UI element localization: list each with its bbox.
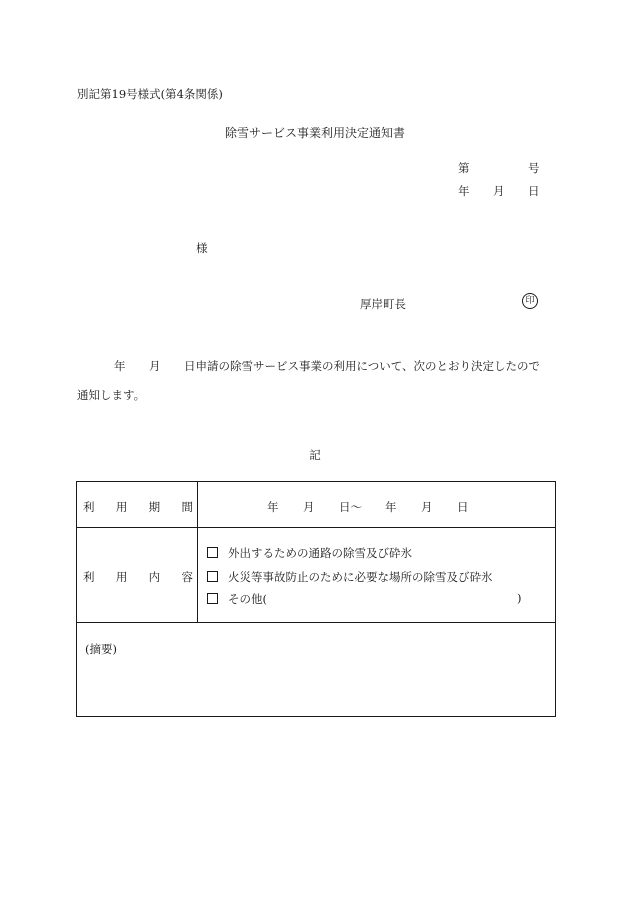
body-text-line2: 通知します。 bbox=[77, 388, 146, 402]
ki-heading: 記 bbox=[309, 448, 321, 462]
period-row bbox=[77, 482, 555, 528]
content-label-char: 容 bbox=[181, 570, 193, 584]
date-day: 日 bbox=[528, 184, 540, 198]
option-snow-path bbox=[207, 545, 412, 561]
period-start-month: 月 bbox=[303, 500, 315, 514]
option-label: 火災等事故防止のために必要な場所の除雪及び砕氷 bbox=[228, 570, 493, 584]
summary-label: (摘要) bbox=[85, 642, 117, 656]
date-month: 月 bbox=[493, 184, 505, 198]
period-end-year: 年 bbox=[385, 500, 397, 514]
checkbox-icon[interactable] bbox=[207, 593, 218, 604]
content-label-cell bbox=[77, 528, 198, 622]
body-year: 年 bbox=[114, 359, 126, 373]
content-row bbox=[77, 528, 555, 623]
seal-stamp: 印 bbox=[522, 293, 538, 309]
body-text: 日申請の除雪サービス事業の利用について、次のとおり決定したので bbox=[184, 359, 541, 373]
option-other bbox=[207, 591, 267, 607]
number-prefix: 第 bbox=[458, 161, 470, 175]
document-title: 除雪サービス事業利用決定通知書 bbox=[224, 126, 405, 140]
period-end-month: 月 bbox=[421, 500, 433, 514]
period-label-char: 間 bbox=[181, 500, 193, 514]
date-year: 年 bbox=[458, 184, 470, 198]
body-month: 月 bbox=[149, 359, 161, 373]
number-suffix: 号 bbox=[528, 161, 540, 175]
period-start-year: 年 bbox=[267, 500, 279, 514]
period-label-char: 用 bbox=[115, 500, 128, 514]
option-fire-safety bbox=[207, 569, 493, 585]
addressee-suffix: 様 bbox=[196, 241, 208, 255]
checkbox-icon[interactable] bbox=[207, 571, 218, 582]
period-start-day: 日〜 bbox=[339, 500, 362, 514]
content-label-char: 用 bbox=[115, 570, 128, 584]
decision-table bbox=[76, 481, 556, 717]
form-reference: 別記第19号様式(第4条関係) bbox=[77, 87, 223, 101]
issuer-name: 厚岸町長 bbox=[360, 297, 406, 311]
option-label: その他( bbox=[228, 592, 267, 606]
option-other-close: ) bbox=[517, 591, 522, 605]
period-label-cell bbox=[77, 482, 198, 527]
content-label-char: 内 bbox=[148, 570, 161, 584]
content-label-char: 利 bbox=[83, 570, 95, 584]
period-label-char: 期 bbox=[148, 500, 161, 514]
checkbox-icon[interactable] bbox=[207, 547, 218, 558]
option-label: 外出するための通路の除雪及び砕氷 bbox=[228, 546, 412, 560]
content-label bbox=[83, 569, 193, 585]
period-label-char: 利 bbox=[83, 500, 95, 514]
period-label bbox=[83, 499, 193, 515]
period-end-day: 日 bbox=[457, 500, 469, 514]
